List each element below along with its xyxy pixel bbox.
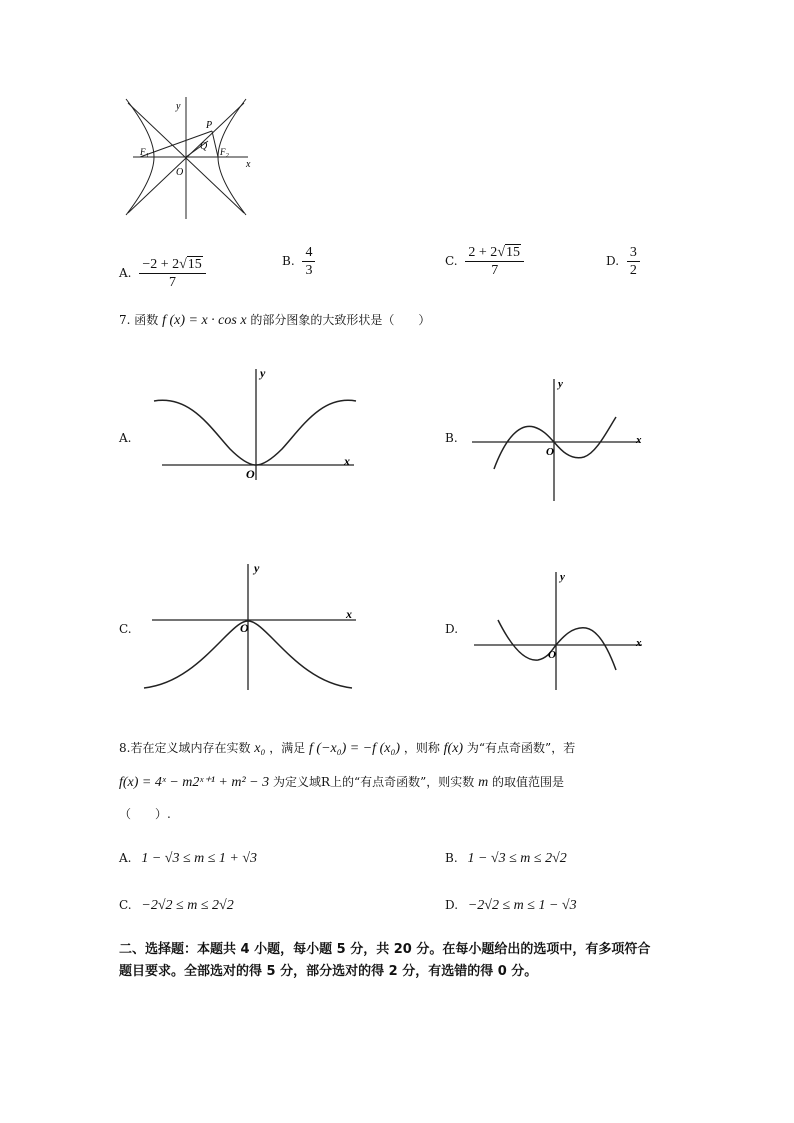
q7-option-c-label[interactable]: C. [119, 622, 132, 636]
q8-text: 的取值范围是 [492, 775, 565, 789]
fraction: $\frac{-2 + 2√15}{7}$ [139, 256, 205, 291]
label-o: O [246, 467, 255, 481]
q8-text: ，则称 [403, 741, 440, 755]
label-x: x [246, 159, 251, 170]
fraction [627, 244, 640, 279]
denominator: 3 [305, 263, 313, 278]
label-x: x [636, 637, 642, 649]
label-y: y [176, 101, 181, 112]
q8-option-d[interactable] [445, 897, 577, 914]
label-f2-sub: 2 [226, 153, 229, 159]
q8-m: m [478, 775, 489, 790]
q7-option-b-label[interactable]: B. [445, 431, 458, 445]
option-letter: C. [445, 254, 458, 268]
label-x: x [636, 434, 642, 446]
label-f2: F [220, 147, 226, 157]
q7-graph-c[interactable] [140, 560, 365, 695]
q8-text: 8.若在定义域内存在实数 [119, 741, 251, 755]
label-p: P [206, 120, 213, 131]
label-o: O [176, 167, 184, 178]
label-y: y [260, 366, 266, 380]
denominator: 7 [491, 263, 499, 278]
hyperbola-figure [118, 95, 258, 225]
q7-prefix: 7. 函数 [119, 313, 159, 327]
label-x: x [346, 607, 352, 621]
label-y: y [254, 561, 260, 575]
section2-heading [119, 939, 699, 983]
fraction: $\frac{2 + 2√15}{7}$ [465, 244, 524, 279]
q8-text: 为定义域R上的“有点奇函数”，则实数 [272, 775, 475, 789]
label-x: x [344, 454, 350, 468]
option-letter: D. [606, 254, 620, 268]
q7-suffix: 的部分图象的大致形状是（ ） [250, 313, 431, 327]
q7-option-d-label[interactable]: D. [445, 622, 459, 636]
option-text: 1 − √3 ≤ m ≤ 2√2 [467, 851, 567, 866]
label-f1: F [140, 147, 146, 157]
root-value: 15 [506, 245, 520, 260]
root-value: 15 [187, 257, 202, 272]
denominator: 2 [629, 263, 637, 278]
q6-option-a[interactable] [119, 256, 206, 291]
line-p-f2 [212, 131, 218, 157]
q7-graph-b[interactable] [470, 375, 650, 505]
numerator: 3 [627, 244, 640, 262]
label-y: y [558, 378, 563, 390]
option-letter: D. [445, 898, 459, 912]
q8-option-b[interactable] [445, 850, 567, 867]
option-text: 1 − √3 ≤ m ≤ 1 + √3 [141, 851, 258, 866]
q6-option-d[interactable] [606, 244, 640, 279]
section2-line2: 题目要求。全部选对的得 5 分，部分选对的得 2 分，有选错的得 0 分。 [119, 964, 538, 979]
q7-graph-d[interactable] [470, 568, 650, 693]
option-letter: A. [119, 266, 132, 280]
denominator: 7 [169, 275, 177, 290]
option-letter: B. [445, 851, 458, 865]
q8-x0: x₀ [254, 741, 266, 756]
q8-stem-line1 [119, 740, 575, 757]
q8-option-c[interactable] [119, 897, 234, 914]
option-text: −2√2 ≤ m ≤ 2√2 [141, 898, 234, 913]
q8-text: ，满足 [269, 741, 306, 755]
label-o: O [240, 621, 249, 635]
q8-fx: f(x) [443, 741, 464, 756]
label-o: O [548, 649, 556, 661]
curve [154, 400, 356, 465]
q8-condition: f (−x₀) = −f (x₀) [309, 741, 400, 756]
q6-option-c[interactable] [445, 244, 524, 279]
label-f1-sub: 1 [146, 153, 149, 159]
label-y: y [560, 571, 565, 583]
q7-stem [119, 312, 430, 329]
q6-option-b[interactable] [282, 244, 315, 279]
numerator: 4 [302, 244, 315, 262]
q7-formula: f (x) = x · cos x [162, 313, 247, 328]
numerator-part: 2 + 2 [468, 245, 498, 260]
option-letter: A. [119, 851, 132, 865]
fraction [302, 244, 315, 279]
q7-graph-a[interactable] [150, 365, 365, 485]
numerator-part: −2 + 2 [142, 257, 180, 272]
label-q: Q [200, 141, 208, 152]
option-letter: C. [119, 898, 132, 912]
q7-option-a-label[interactable]: A. [119, 431, 132, 445]
label-o: O [546, 446, 554, 458]
option-text: −2√2 ≤ m ≤ 1 − √3 [467, 898, 577, 913]
q8-stem-line2 [119, 774, 564, 791]
q8-function: f(x) = 4ˣ − m2ˣ⁺¹ + m² − 3 [119, 775, 270, 790]
q8-text: 为“有点奇函数”，若 [466, 741, 576, 755]
q8-stem-line3: （ ）. [119, 807, 171, 821]
option-letter: B. [282, 254, 295, 268]
section2-line1: 二、选择题：本题共 4 小题，每小题 5 分，共 20 分。在每小题给出的选项中，有多项符合 [119, 942, 651, 957]
curve [494, 417, 616, 469]
q8-option-a[interactable] [119, 850, 257, 867]
